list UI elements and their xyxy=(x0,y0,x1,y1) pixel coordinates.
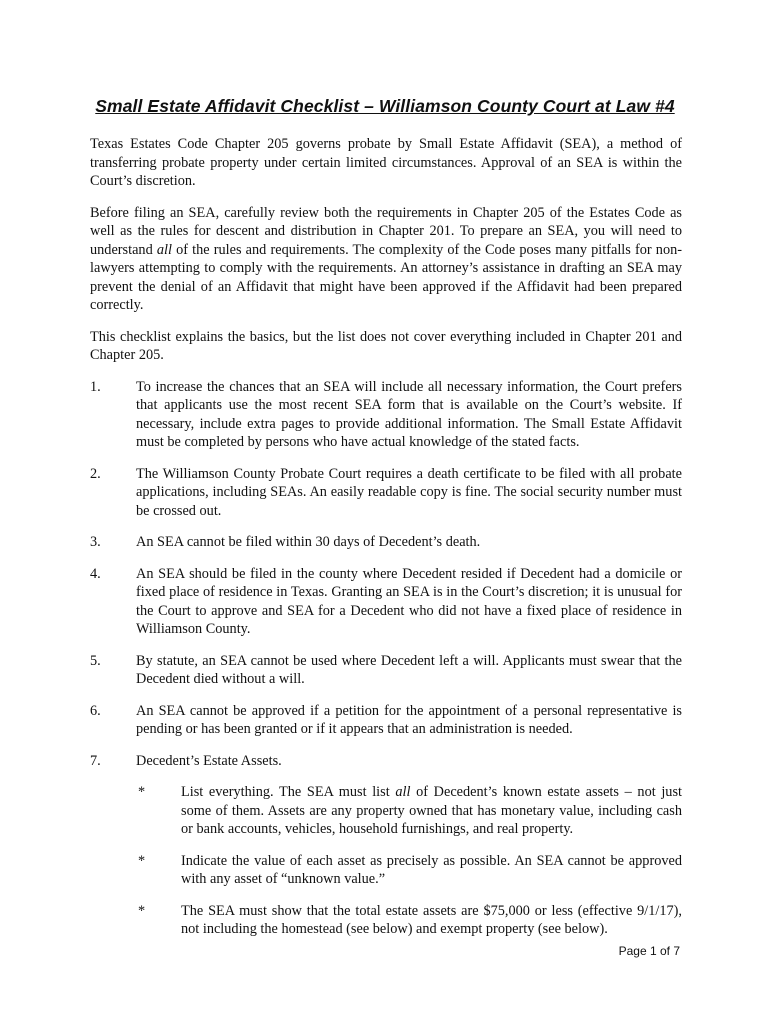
sub-bullet xyxy=(136,852,682,889)
emphasis-all: all xyxy=(395,784,411,800)
sub-bullet xyxy=(136,902,682,939)
list-item xyxy=(90,652,682,689)
checklist-scope-paragraph: This checklist explains the basics, but the list does not cover everything included in Chapter 201 and Chapter 205. xyxy=(90,328,682,363)
item-text: By statute, an SEA cannot be used where Decedent left a will. Applicants must swear that the Decedent died without a will. xyxy=(136,652,682,687)
list-item xyxy=(90,378,682,452)
item-number: 7. xyxy=(90,752,101,769)
bullet-text: List everything. The SEA must list all of Decedent’s known estate assets – not just some of them. Assets are any property owned that has monetary value, including cash or bank accounts, vehicles, household furnishings, and real property. xyxy=(181,784,682,837)
item-text: The Williamson County Probate Court requires a death certificate to be filed with all probate applications, including SEAs. An easily readable copy is fine. The social security number must be crossed out. xyxy=(136,465,682,519)
page-title: Small Estate Affidavit Checklist – Williamson County Court at Law #4 xyxy=(95,96,675,116)
item-text: An SEA cannot be filed within 30 days of Decedent’s death. xyxy=(136,534,481,550)
page-number: Page 1 of 7 xyxy=(618,944,680,958)
item-number: 4. xyxy=(90,565,101,582)
item-text: An SEA cannot be approved if a petition for the appointment of a personal representative is pending or has been granted or if it appears that an administration is needed. xyxy=(136,702,682,737)
emphasis-all: all xyxy=(156,241,172,258)
list-item xyxy=(90,752,682,771)
bullet-marker: * xyxy=(138,852,146,869)
item-number: 3. xyxy=(90,534,101,550)
item-number: 5. xyxy=(90,652,101,669)
sub-bullet xyxy=(136,783,682,839)
item-text: To increase the chances that an SEA will include all necessary information, the Court prefers that applicants use the most recent SEA form that is available on the Court’s website. If necessary, include extra pages to provide additional information. The Small Estate Affidavit must be completed by persons who have actual knowledge of the stated facts. xyxy=(136,378,682,450)
item-number: 6. xyxy=(90,702,101,719)
list-item xyxy=(90,533,682,552)
list-item xyxy=(90,565,682,639)
list-item xyxy=(90,465,682,521)
bullet-text: Indicate the value of each asset as precisely as possible. An SEA cannot be approved with any asset of “unknown value.” xyxy=(181,852,682,887)
bullet-marker: * xyxy=(138,784,146,800)
item-text: Decedent’s Estate Assets. xyxy=(136,752,282,769)
item-number: 2. xyxy=(90,465,101,482)
intro-paragraph: Texas Estates Code Chapter 205 governs probate by Small Estate Affidavit (SEA), a method of transferring probate property under certain limited circumstances. Approval of an SEA is within the Court’s discretion. xyxy=(90,136,682,189)
document-body xyxy=(90,135,682,952)
item-number: 1. xyxy=(90,378,101,395)
list-item xyxy=(90,702,682,739)
item-text: An SEA should be filed in the county where Decedent resided if Decedent had a domicile or fixed place of residence in Texas. Granting an SEA is in the Court’s discretion; it is unusual for the Court to approve and SEA for a Decedent who did not have a fixed place of residence in Williamson County. xyxy=(136,565,682,637)
bullet-marker: * xyxy=(138,902,146,919)
bullet-text: The SEA must show that the total estate assets are $75,000 or less (effective 9/1/17), not including the homestead (see below) and exempt property (see below). xyxy=(181,902,682,937)
review-paragraph: Before filing an SEA, carefully review both the requirements in Chapter 205 of the Estates Code as well as the rules for descent and distribution in Chapter 201. To prepare an SEA, you will need to understand all of the rules and requirements. The complexity of the Code poses many pitfalls for non-lawyers attempting to comply with the requirements. An attorney’s assistance in drafting an SEA may prevent the denial of an Affidavit that might have been approved if the Affidavit had been prepared correctly. xyxy=(90,204,682,313)
